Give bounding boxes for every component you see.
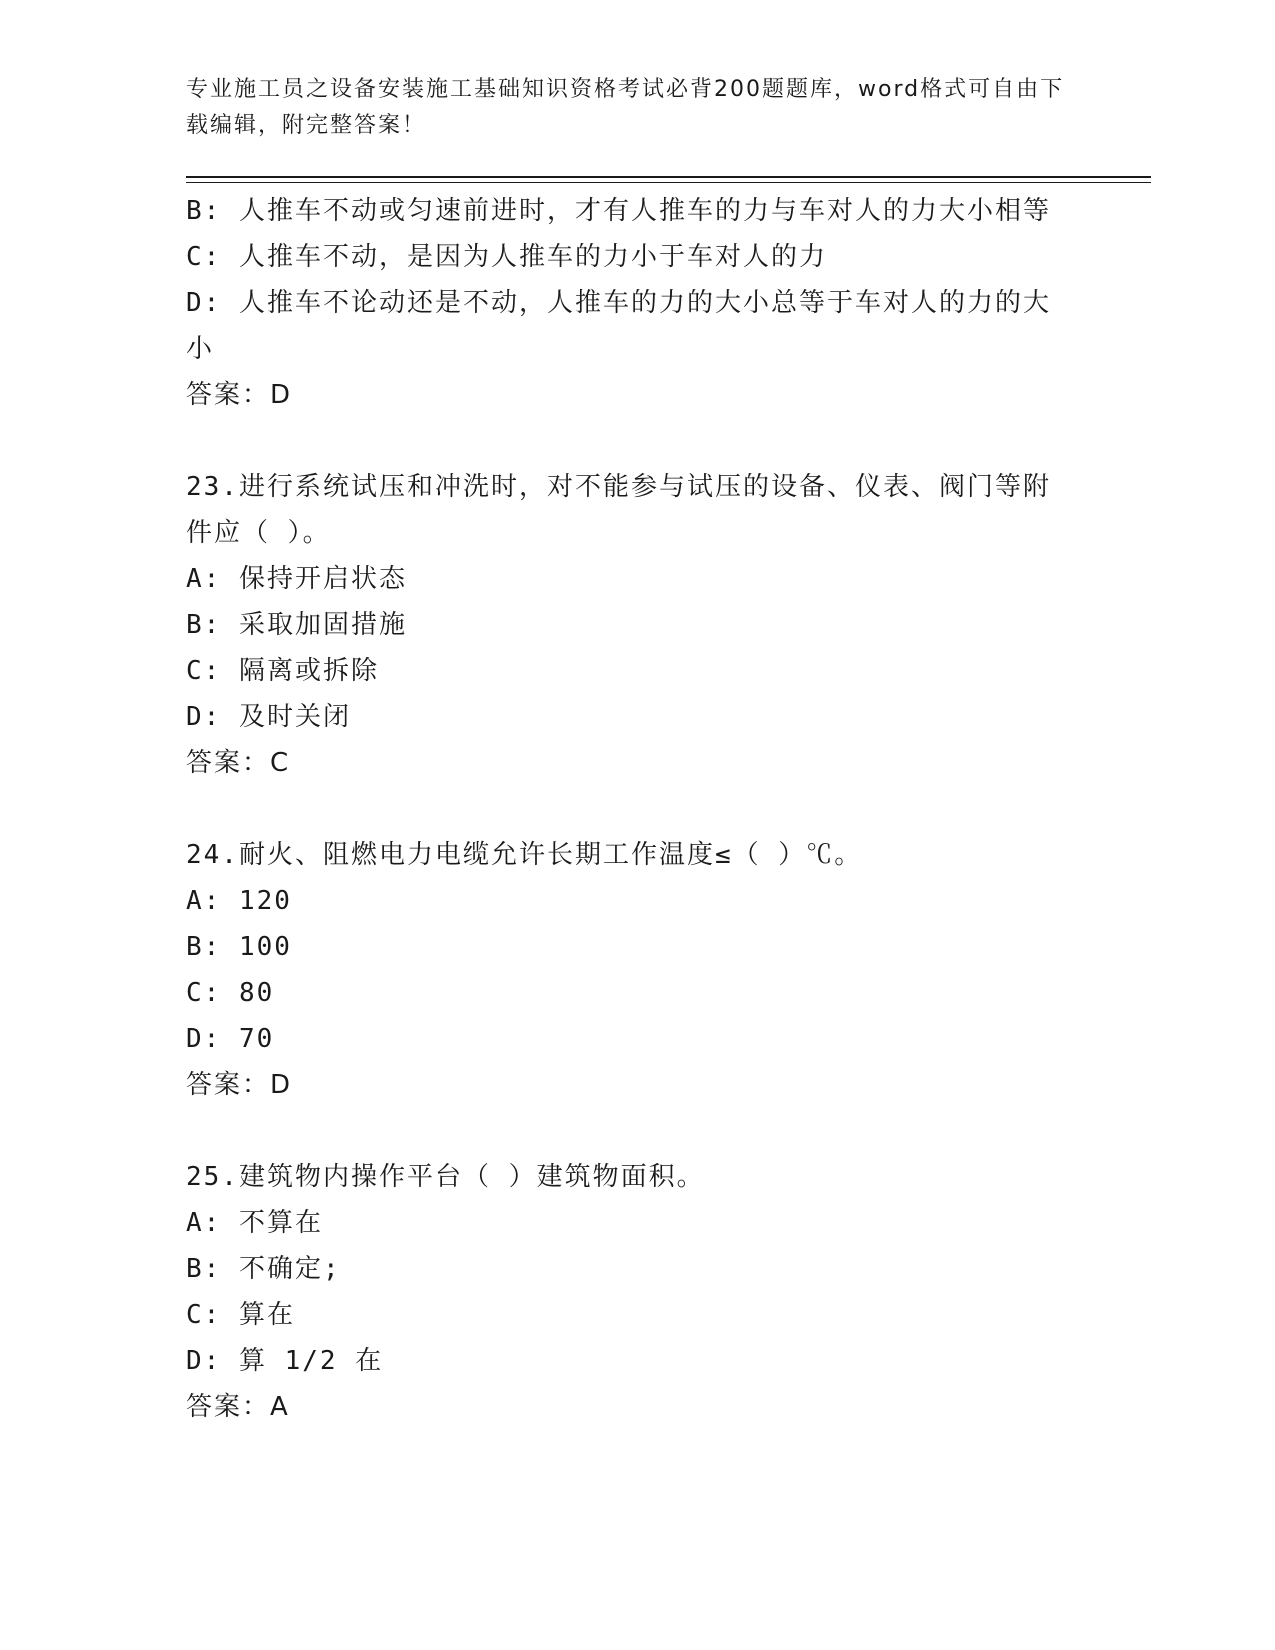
option-a: A: 不算在 <box>186 1208 323 1238</box>
option-c: C: 隔离或拆除 <box>186 656 379 686</box>
option-d: D: 及时关闭 <box>186 702 351 732</box>
option-a: A: 保持开启状态 <box>186 564 407 594</box>
option-b: B: 100 <box>186 932 292 962</box>
document-header: 专业施工员之设备安装施工基础知识资格考试必背200题题库，word格式可自由下载编辑，附完整答案！ <box>186 77 1065 138</box>
question-text: 25.建筑物内操作平台（ ）建筑物面积。 <box>186 1162 705 1192</box>
option-d: D: 人推车不论动还是不动，人推车的力的大小总等于车对人的力的大小 <box>186 288 1051 364</box>
question-text: 24.耐火、阻燃电力电缆允许长期工作温度≤（ ）℃。 <box>186 840 863 870</box>
option-c: C: 算在 <box>186 1300 295 1330</box>
answer: 答案：D <box>186 1070 293 1100</box>
option-d: D: 算 1/2 在 <box>186 1346 384 1376</box>
header-rule-thin <box>186 182 1151 183</box>
spacer <box>186 1108 1066 1154</box>
option-b: B: 不确定; <box>186 1254 341 1284</box>
option-c: C: 80 <box>186 978 275 1008</box>
answer: 答案：D <box>186 380 293 410</box>
question-block-25 <box>186 1154 1066 1430</box>
spacer <box>186 786 1066 832</box>
option-d: D: 70 <box>186 1024 275 1054</box>
answer: 答案：A <box>186 1392 290 1422</box>
option-a: A: 120 <box>186 886 292 916</box>
question-text: 23.进行系统试压和冲洗时，对不能参与试压的设备、仪表、阀门等附件应（ ）。 <box>186 472 1051 548</box>
question-content <box>186 188 1066 1430</box>
header-rule-thick <box>186 176 1151 178</box>
option-c: C: 人推车不动，是因为人推车的力小于车对人的力 <box>186 242 827 272</box>
question-block-24 <box>186 832 1066 1108</box>
question-block-23 <box>186 464 1066 786</box>
option-b: B: 采取加固措施 <box>186 610 407 640</box>
answer: 答案：C <box>186 748 291 778</box>
option-b: B: 人推车不动或匀速前进时，才有人推车的力与车对人的力大小相等 <box>186 196 1051 226</box>
prev-question-block <box>186 188 1066 418</box>
spacer <box>186 418 1066 464</box>
